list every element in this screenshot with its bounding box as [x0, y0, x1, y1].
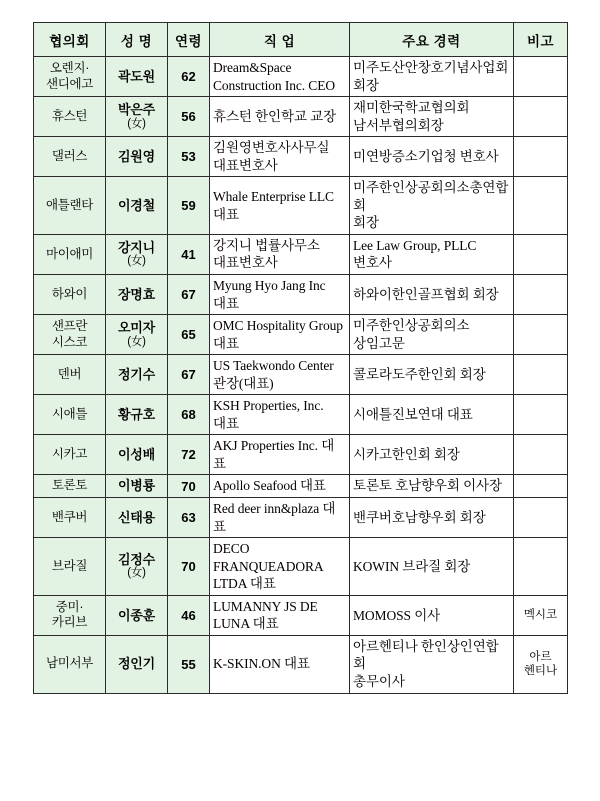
cell-career: 콜로라도주한인회 회장 — [350, 355, 514, 395]
table-row — [34, 475, 568, 498]
cell-job: KSH Properties, Inc. 대표 — [210, 395, 350, 435]
cell-name: 이병룡 — [106, 475, 168, 498]
cell-job: Red deer inn&plaza 대표 — [210, 498, 350, 538]
cell-org: 브라질 — [34, 538, 106, 596]
cell-age: 68 — [168, 395, 210, 435]
cell-job: AKJ Properties Inc. 대표 — [210, 435, 350, 475]
table-row — [34, 395, 568, 435]
cell-note — [514, 57, 568, 97]
cell-career: 밴쿠버호남향우회 회장 — [350, 498, 514, 538]
table-body — [34, 57, 568, 694]
cell-age: 46 — [168, 595, 210, 635]
cell-job: Myung Hyo Jang Inc 대표 — [210, 275, 350, 315]
cell-age: 72 — [168, 435, 210, 475]
table-row — [34, 498, 568, 538]
cell-career: KOWIN 브라질 회장 — [350, 538, 514, 596]
cell-job: US Taekwondo Center 관장(대표) — [210, 355, 350, 395]
table-row — [34, 137, 568, 177]
cell-org: 하와이 — [34, 275, 106, 315]
cell-org: 휴스턴 — [34, 97, 106, 137]
cell-org: 오렌지· 샌디에고 — [34, 57, 106, 97]
table-row — [34, 635, 568, 693]
table-row — [34, 355, 568, 395]
cell-age: 67 — [168, 275, 210, 315]
cell-note — [514, 395, 568, 435]
cell-job: LUMANNY JS DE LUNA 대표 — [210, 595, 350, 635]
column-header-job: 직 업 — [210, 23, 350, 57]
cell-name: 오미자 (女) — [106, 315, 168, 355]
cell-org: 샌프란 시스코 — [34, 315, 106, 355]
cell-age: 41 — [168, 234, 210, 274]
cell-age: 70 — [168, 538, 210, 596]
cell-career: 시카고한인회 회장 — [350, 435, 514, 475]
cell-career: 미주한인상공회의소 상임고문 — [350, 315, 514, 355]
cell-note — [514, 498, 568, 538]
cell-note: 아르 헨티나 — [514, 635, 568, 693]
cell-name: 박은주 (女) — [106, 97, 168, 137]
cell-org: 밴쿠버 — [34, 498, 106, 538]
column-header-note: 비고 — [514, 23, 568, 57]
table-header-row — [34, 23, 568, 57]
cell-org: 중미· 카리브 — [34, 595, 106, 635]
cell-org: 마이애미 — [34, 234, 106, 274]
cell-name: 김원영 — [106, 137, 168, 177]
column-header-name: 성 명 — [106, 23, 168, 57]
cell-name: 이성배 — [106, 435, 168, 475]
cell-age: 63 — [168, 498, 210, 538]
cell-age: 67 — [168, 355, 210, 395]
cell-job: 강지니 법률사무소 대표변호사 — [210, 234, 350, 274]
table-row — [34, 234, 568, 274]
column-header-org: 협의회 — [34, 23, 106, 57]
cell-org: 시카고 — [34, 435, 106, 475]
cell-job: 김원영변호사사무실 대표변호사 — [210, 137, 350, 177]
table-row — [34, 315, 568, 355]
cell-note — [514, 234, 568, 274]
cell-org: 토론토 — [34, 475, 106, 498]
table-row — [34, 538, 568, 596]
cell-note — [514, 355, 568, 395]
cell-job: 휴스턴 한인학교 교장 — [210, 97, 350, 137]
cell-age: 65 — [168, 315, 210, 355]
cell-age: 53 — [168, 137, 210, 177]
table-row — [34, 97, 568, 137]
cell-age: 70 — [168, 475, 210, 498]
cell-job: Whale Enterprise LLC 대표 — [210, 177, 350, 235]
table-row — [34, 177, 568, 235]
cell-note — [514, 538, 568, 596]
cell-name: 신태용 — [106, 498, 168, 538]
cell-age: 55 — [168, 635, 210, 693]
cell-name: 황규호 — [106, 395, 168, 435]
cell-name: 김정수 (女) — [106, 538, 168, 596]
cell-note — [514, 97, 568, 137]
cell-age: 59 — [168, 177, 210, 235]
cell-note — [514, 177, 568, 235]
cell-org: 애틀랜타 — [34, 177, 106, 235]
cell-career: 미주한인상공회의소총연합회 회장 — [350, 177, 514, 235]
table-row — [34, 57, 568, 97]
cell-name: 장명효 — [106, 275, 168, 315]
cell-career: 시애틀진보연대 대표 — [350, 395, 514, 435]
cell-job: DECO FRANQUEADORA LTDA 대표 — [210, 538, 350, 596]
cell-note — [514, 275, 568, 315]
cell-age: 56 — [168, 97, 210, 137]
cell-career: 아르헨티나 한인상인연합회 총무이사 — [350, 635, 514, 693]
cell-job: OMC Hospitality Group 대표 — [210, 315, 350, 355]
cell-age: 62 — [168, 57, 210, 97]
cell-org: 댈러스 — [34, 137, 106, 177]
cell-name: 강지니 (女) — [106, 234, 168, 274]
cell-name: 곽도원 — [106, 57, 168, 97]
cell-name: 이종훈 — [106, 595, 168, 635]
cell-job: K-SKIN.ON 대표 — [210, 635, 350, 693]
cell-name: 이경철 — [106, 177, 168, 235]
cell-note — [514, 435, 568, 475]
cell-job: Apollo Seafood 대표 — [210, 475, 350, 498]
cell-career: MOMOSS 이사 — [350, 595, 514, 635]
council-roster-table — [33, 22, 568, 694]
column-header-career: 주요 경력 — [350, 23, 514, 57]
cell-name: 정기수 — [106, 355, 168, 395]
table-row — [34, 435, 568, 475]
cell-career: 미주도산안창호기념사업회 회장 — [350, 57, 514, 97]
table-row — [34, 275, 568, 315]
cell-org: 남미서부 — [34, 635, 106, 693]
cell-career: 미연방증소기업청 변호사 — [350, 137, 514, 177]
cell-note: 멕시코 — [514, 595, 568, 635]
column-header-age: 연령 — [168, 23, 210, 57]
cell-note — [514, 475, 568, 498]
cell-career: 토론토 호남향우회 이사장 — [350, 475, 514, 498]
cell-name: 정인기 — [106, 635, 168, 693]
cell-career: Lee Law Group, PLLC 변호사 — [350, 234, 514, 274]
table-row — [34, 595, 568, 635]
cell-note — [514, 315, 568, 355]
cell-job: Dream&Space Construction Inc. CEO — [210, 57, 350, 97]
cell-org: 덴버 — [34, 355, 106, 395]
cell-career: 재미한국학교협의회 남서부협의회장 — [350, 97, 514, 137]
cell-org: 시애틀 — [34, 395, 106, 435]
cell-note — [514, 137, 568, 177]
cell-career: 하와이한인골프협회 회장 — [350, 275, 514, 315]
